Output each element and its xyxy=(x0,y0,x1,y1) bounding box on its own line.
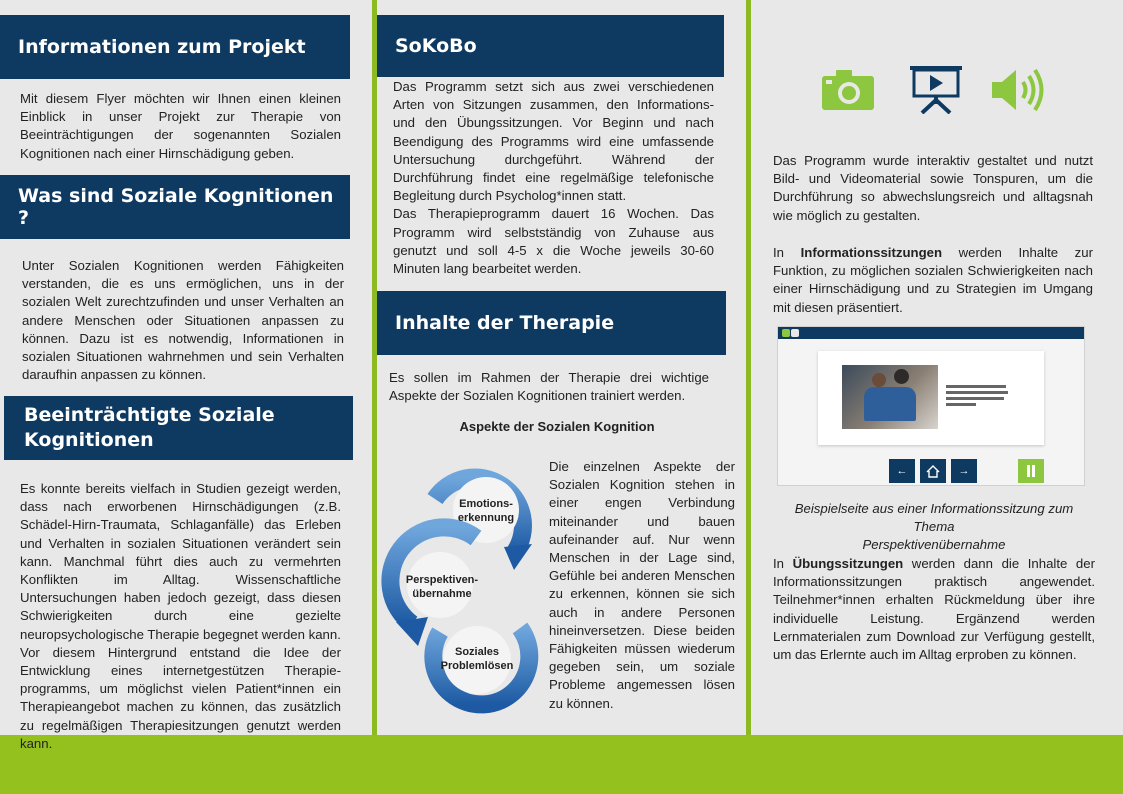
sokobo-paragraphs xyxy=(393,78,714,278)
therapy-aims-paragraph: Es sollen im Rahmen der Therapie drei wichtige Aspekte der Sozialen Kognitionen trainiert werden. xyxy=(389,370,709,404)
screenshot-logo-icon xyxy=(791,329,799,337)
heading-text: Inhalte der Therapie xyxy=(395,312,615,334)
screenshot-text-line xyxy=(946,385,1006,388)
caption-line: Perspektivenübernahme xyxy=(862,537,1006,553)
screenshot-card xyxy=(818,351,1044,445)
aspects-paragraph: Die einzelnen Aspekte der Sozialen Kognition stehen in einer engen Verbindung miteinander und bauen aufeinander auf. Nur wenn Menschen in der Lage sind, Gefühle bei anderen Menschen zu erkennen, können sie sich auch in andere Personen hineinversetzen. Diese beiden Fähigkeiten müssen wiederum gegeben sein, um soziale Probleme angemessen lösen zu können. xyxy=(549,459,735,711)
screenshot-next-button: → xyxy=(951,459,977,483)
heading-beeintraechtigte xyxy=(4,396,353,460)
screenshot-text-line xyxy=(946,403,976,406)
screenshot-home-button xyxy=(920,459,946,483)
intro-paragraph: Mit diesem Flyer möchten wir Ihnen einen kleinen Einblick in unser Projekt zur Therapie von Beeinträchtigungen der sogenannten Sozialen Kognitionen nach einer Hirnschädigung geben. xyxy=(20,91,341,161)
heading-text-line1: Beeinträchtigte Soziale xyxy=(24,404,275,426)
pause-icon xyxy=(1018,459,1044,483)
caption-line: Beispielseite aus einer Informationssitzung zum Thema xyxy=(794,501,1074,535)
screenshot-photo xyxy=(842,365,938,429)
photo-clothing xyxy=(864,387,916,421)
sessions-paragraph: Das Programm setzt sich aus zwei verschiedenen Arten von Sitzungen zusammen, den Informations- und den Übungssitzungen. Vor Beginn und nach Beendigung des Programms wird eine umfassende Untersuchung durchgeführt. Während der Durchführung findet eine regelmäßige telefonische Begleitung durch Psycholog*innen statt. xyxy=(393,79,714,204)
node-label: Soziales xyxy=(454,646,500,658)
home-icon xyxy=(920,459,946,483)
interactive-paragraph: Das Programm wurde interaktiv gestaltet und nutzt Bild- und Videomaterial sowie Tonspuren, um die Durchführung so abwechslungsreich und alltagsnah wie möglich zu gestalten. xyxy=(773,153,1093,223)
photo-person xyxy=(894,369,909,384)
heading-inhalte xyxy=(377,291,726,355)
impairment-paragraphs xyxy=(20,480,341,753)
example-session-screenshot xyxy=(777,326,1085,486)
screenshot-text-line xyxy=(946,397,1004,400)
screenshot-pause-button xyxy=(1018,459,1044,483)
text-run: werden dann die Inhalte der Informationssitzungen praktisch angewendet. Teilnehmer*innen erhalten Rückmeldung über ihre individuelle Leistung. Ergänzend werden Lernmaterialen zum Download zur Verfügung gestellt, um das Erlernte auch im Alltag erproben zu können. xyxy=(773,556,1095,663)
node-label: übernahme xyxy=(412,588,472,600)
heading-sokobo xyxy=(377,15,724,77)
information-sessions-paragraph xyxy=(773,244,1093,317)
cycle-diagram xyxy=(380,452,545,727)
definition-paragraph: Unter Sozialen Kognitionen werden Fähigkeiten verstanden, die es uns ermöglichen, uns in der sozialen Welt zurechtzufinden und unser Verhalten an andere Menschen oder Situationen anpassen zu können. Dazu ist es notwendig, Informationen in sozialen Situationen wahrnehmen und sein Verhalten daraufhin anpassen zu können. xyxy=(22,258,344,383)
node-label: Perspektiven- xyxy=(405,574,479,586)
presentation-play-icon xyxy=(910,66,962,119)
speaker-icon xyxy=(992,68,1048,117)
node-label: Problemlösen xyxy=(440,660,514,672)
node-label: Emotions- xyxy=(459,498,513,510)
information-sessions-term: Informationssitzungen xyxy=(800,245,943,260)
exercise-sessions-term: Übungssitzungen xyxy=(792,556,904,571)
heading-text: Was sind Soziale Kognitionen ? xyxy=(18,185,334,229)
impairment-paragraph: Es konnte bereits vielfach in Studien gezeigt werden, dass nach erworbenen Hirnschädigungen (z.B. Schädel-Hirn-Traumata, Schlaganfälle) das Erleben und Verhalten in sozialen Situationen verändert sein kann. Manchmal führt dies auch zu vermehrten Konflikten im Alltag. Wissenschaftliche Untersuchungen haben jedoch gezeigt, dass diesen Schwierigkeiten durch eine gezielte neuropsychologische Therapie begegnet werden kann. xyxy=(20,481,341,642)
screenshot-back-button: ← xyxy=(889,459,915,483)
text-run: In xyxy=(773,245,801,260)
screenshot-text-line xyxy=(946,391,1008,394)
text-run: werden Inhalte zur Funktion, zu möglichen sozialen Schwierigkeiten nach einer Hirnschädigung und zu Strategien im Umgang mit diesen präsentiert. xyxy=(773,245,1093,315)
heading-text: Informationen zum Projekt xyxy=(18,36,306,58)
heading-soziale-kognitionen xyxy=(0,175,350,239)
text-run: In xyxy=(773,556,793,571)
camera-icon xyxy=(822,68,874,117)
screenshot-topbar xyxy=(778,327,1084,339)
background-paragraph: Vor diesem Hintergrund entstand die Idee der Entwicklung eines internetgestützen Therapie-programms, um möglichst vielen Patient*innen ein Therapieangebot machen zu können, das zusätzlich zu regelmäßigen Therapiesitzungen genutzt werden kann. xyxy=(20,644,341,751)
photo-person xyxy=(872,373,886,387)
screenshot-caption xyxy=(773,500,1095,555)
heading-text-line2: Kognitionen xyxy=(24,429,154,451)
heading-text: SoKoBo xyxy=(395,35,477,57)
diagram-title: Aspekte der Sozialen Kognition xyxy=(459,419,655,434)
heading-informationen xyxy=(0,15,350,79)
duration-paragraph: Das Therapieprogramm dauert 16 Wochen. Das Programm wird selbstständig von Zuhause aus genutzt und soll 4-5 x die Woche jeweils 30-60 Minuten lang bearbeitet werden. xyxy=(393,206,714,277)
exercise-sessions-paragraph xyxy=(773,555,1095,664)
node-label: erkennung xyxy=(457,512,515,524)
screenshot-logo-icon xyxy=(782,329,790,337)
